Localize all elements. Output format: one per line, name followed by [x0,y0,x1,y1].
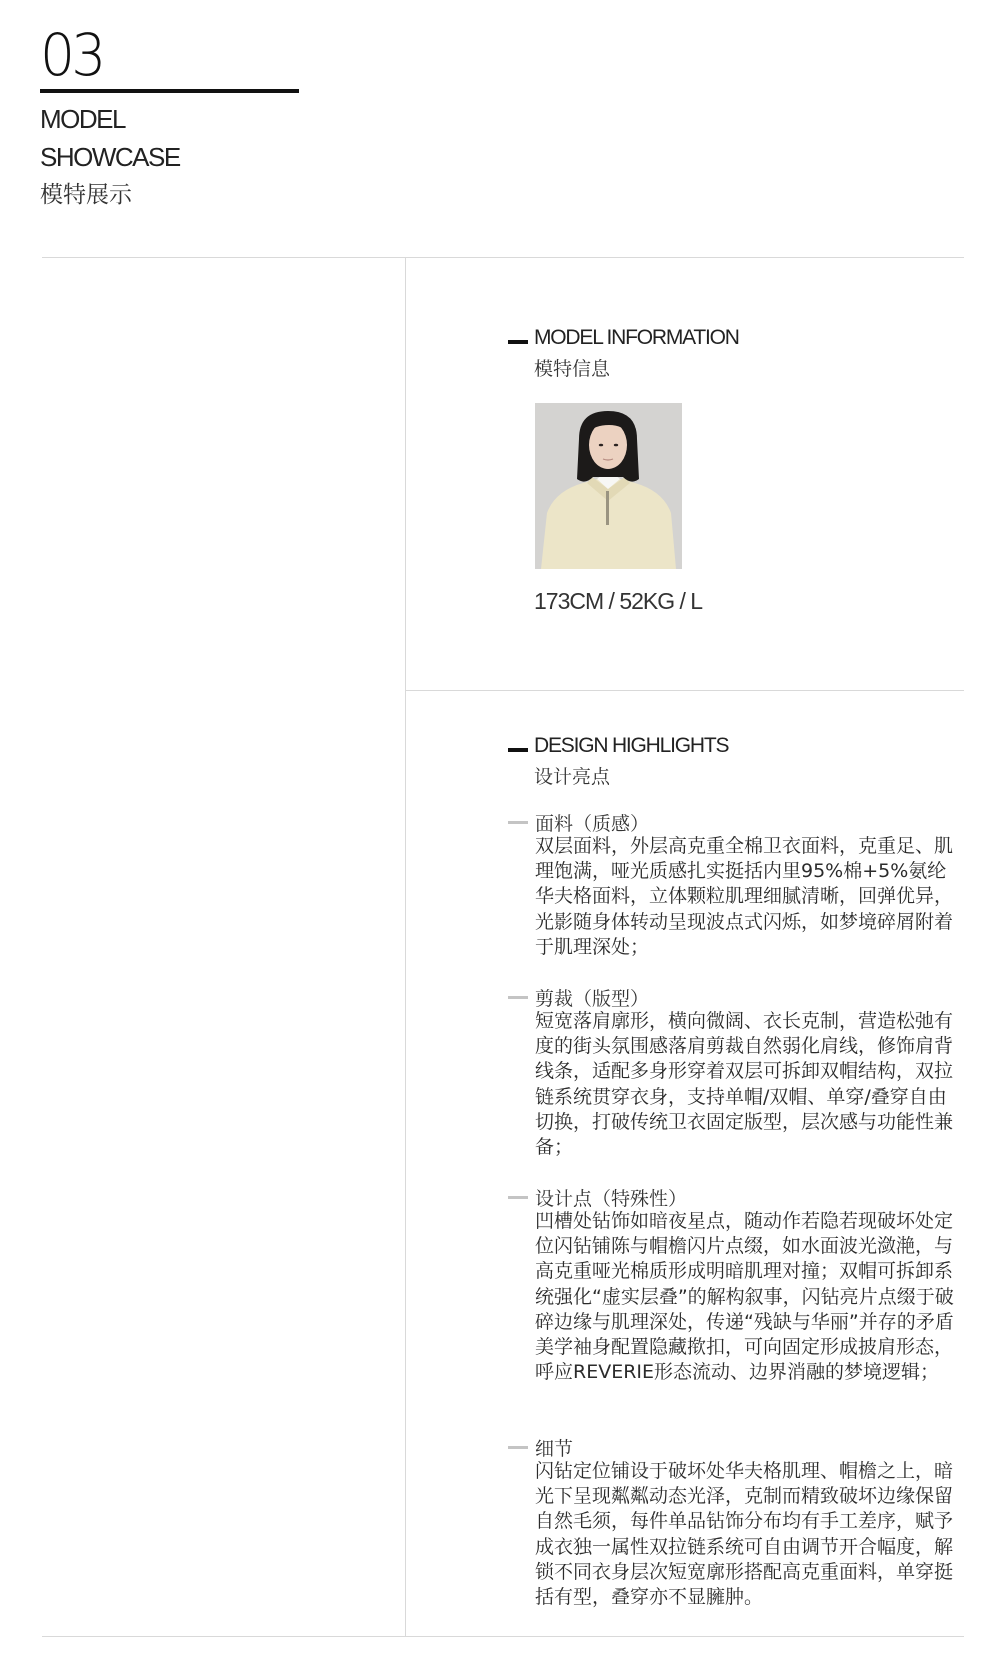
model-photo-illustration [535,403,682,569]
feature-title: 面料（质感） [535,813,650,835]
bottom-divider [42,1636,964,1637]
item-dash [508,996,528,999]
section-title-cn: 模特展示 [40,182,132,208]
item-dash [508,821,528,824]
top-divider [42,257,964,258]
feature-title: 剪裁（版型） [535,988,650,1010]
design-highlights-title-en: DESIGN HIGHLIGHTS [534,734,729,757]
model-photo [535,403,682,569]
feature-body: 凹槽处钻饰如暗夜星点，随动作若隐若现破坏处定位闪钻铺陈与帽檐闪片点缀，如水面波光潋滟，与高克重哑光棉质形成明暗肌理对撞；双帽可拆卸系统强化“虚实层叠”的解构叙事，闪钻亮片点缀于破碎边缘与肌理深处，传递“残缺与华丽”并存的矛盾美学袖身配置隐藏揿扣，可向固定形成披肩形态，呼应REVERIE形态流动、边界消融的梦境逻辑； [535,1210,954,1384]
heading-dash [508,748,528,752]
feature-title: 设计点（特殊性） [535,1188,688,1210]
design-highlights-title-cn: 设计亮点 [534,766,611,788]
feature-body: 闪钻定位铺设于破坏处华夫格肌理、帽檐之上，暗光下呈现粼粼动态光泽，克制而精致破坏边缘保留自然毛须，每件单品钻饰分布均有手工差序，赋予成衣独一属性双拉链系统可自由调节开合幅度，解锁不同衣身层次短宽廓形搭配高克重面料，单穿挺括有型，叠穿亦不显臃肿。 [535,1460,954,1609]
section-number: 03 [40,21,103,89]
column-divider [405,257,406,1637]
heading-dash [508,340,528,344]
middle-divider [405,690,964,691]
section-title-en-line1: MODEL [40,104,125,134]
feature-body: 短宽落肩廓形，横向微阔、衣长克制，营造松弛有度的街头氛围感落肩剪裁自然弱化肩线，修饰肩背线条，适配多身形穿着双层可拆卸双帽结构，双拉链系统贯穿衣身，支持单帽/双帽、单穿/叠穿自由切换，打破传统卫衣固定版型，层次感与功能性兼备； [535,1010,954,1159]
model-info-title-en: MODEL INFORMATION [534,326,739,349]
feature-title: 细节 [535,1438,574,1460]
model-info-title-cn: 模特信息 [534,358,611,380]
model-stats: 173CM / 52KG / L [534,588,703,614]
header-rule [40,89,299,93]
section-title-en-line2: SHOWCASE [40,142,180,172]
item-dash [508,1196,528,1199]
item-dash [508,1446,528,1449]
section-header [40,21,340,208]
feature-body: 双层面料，外层高克重全棉卫衣面料，克重足、肌理饱满，哑光质感扎实挺括内里95%棉+5%氨纶华夫格面料，立体颗粒肌理细腻清晰，回弹优异，光影随身体转动呈现波点式闪烁，如梦境碎屑附着于肌理深处； [535,835,954,958]
